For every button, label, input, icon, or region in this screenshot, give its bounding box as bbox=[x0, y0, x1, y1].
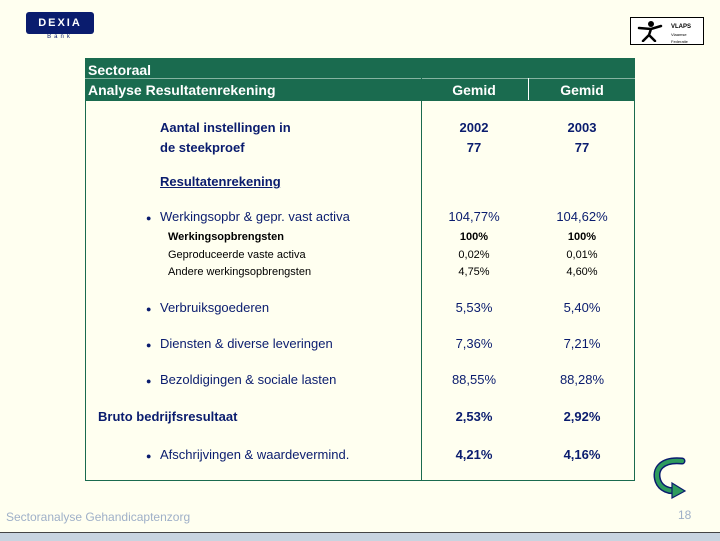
row-label-werkingsopbr: Werkingsopbr & gepr. vast activa bbox=[160, 209, 350, 224]
row-value-sub2-2: 0,01% bbox=[566, 249, 598, 261]
row-label-sub3: Andere werkingsopbrengsten bbox=[168, 266, 312, 278]
header-col-2: Gemid bbox=[560, 82, 604, 98]
header-divider bbox=[85, 78, 635, 79]
row-value-sub3-2: 4,60% bbox=[566, 266, 598, 278]
section-title: Resultatenrekening bbox=[160, 174, 281, 189]
bullet-icon: ● bbox=[146, 376, 152, 386]
bullet-icon: ● bbox=[146, 451, 152, 461]
header-subtitle: Analyse Resultatenrekening bbox=[88, 82, 276, 98]
row-label-afschrijv: Afschrijvingen & waardevermind. bbox=[160, 447, 350, 462]
sample-label-line1: Aantal instellingen in bbox=[160, 120, 291, 135]
row-value-werkingsopbr-1: 104,77% bbox=[448, 209, 500, 224]
bullet-icon: ● bbox=[146, 304, 152, 314]
bullet-icon: ● bbox=[146, 340, 152, 350]
row-value-werkingsopbr-2: 104,62% bbox=[556, 209, 608, 224]
row-value-afschrijv-2: 4,16% bbox=[563, 447, 601, 462]
sample-label-line2: de steekproef bbox=[160, 140, 245, 155]
row-value-sub2-1: 0,02% bbox=[458, 249, 490, 261]
bullet-icon: ● bbox=[146, 213, 152, 223]
year-col-2: 2003 bbox=[567, 120, 597, 135]
row-label-sub1: Werkingsopbrengsten bbox=[168, 231, 284, 243]
figure-icon bbox=[635, 20, 669, 42]
row-value-afschrijv-1: 4,21% bbox=[455, 447, 493, 462]
row-value-bruto-1: 2,53% bbox=[455, 409, 493, 424]
row-label-sub2: Geproduceerde vaste activa bbox=[168, 249, 306, 261]
header-col-1: Gemid bbox=[452, 82, 496, 98]
row-label-bruto: Bruto bedrijfsresultaat bbox=[98, 409, 238, 424]
dexia-logo: DEXIA bbox=[26, 12, 94, 34]
count-col-1: 77 bbox=[466, 140, 482, 155]
footer-text: Sectoranalyse Gehandicaptenzorg bbox=[6, 510, 191, 524]
row-value-sub1-2: 100% bbox=[567, 231, 597, 243]
row-value-bruto-2: 2,92% bbox=[563, 409, 601, 424]
header-column-divider bbox=[528, 78, 529, 100]
row-value-bezoldig-1: 88,55% bbox=[451, 372, 497, 387]
row-value-diensten-1: 7,36% bbox=[455, 336, 493, 351]
row-value-verbruik-1: 5,53% bbox=[455, 300, 493, 315]
row-label-bezoldig: Bezoldigingen & sociale lasten bbox=[160, 372, 337, 387]
row-label-verbruik: Verbruiksgoederen bbox=[160, 300, 270, 315]
row-value-sub3-1: 4,75% bbox=[458, 266, 490, 278]
header-title: Sectoraal bbox=[88, 62, 152, 78]
column-divider bbox=[421, 78, 422, 481]
row-value-bezoldig-2: 88,28% bbox=[559, 372, 605, 387]
page-number: 18 bbox=[678, 508, 692, 522]
row-value-sub1-1: 100% bbox=[459, 231, 489, 243]
row-value-verbruik-2: 5,40% bbox=[563, 300, 601, 315]
vlaps-name: VLAPS bbox=[671, 24, 692, 30]
vlaps-tagline: Vlaamse Federatie bbox=[671, 32, 688, 44]
year-col-1: 2002 bbox=[459, 120, 489, 135]
dexia-bank-label: Bank bbox=[47, 34, 73, 40]
row-value-diensten-2: 7,21% bbox=[563, 336, 601, 351]
curved-arrow-icon[interactable] bbox=[652, 455, 688, 499]
row-label-diensten: Diensten & diverse leveringen bbox=[160, 336, 333, 351]
vlaps-logo bbox=[630, 17, 704, 45]
count-col-2: 77 bbox=[574, 140, 590, 155]
